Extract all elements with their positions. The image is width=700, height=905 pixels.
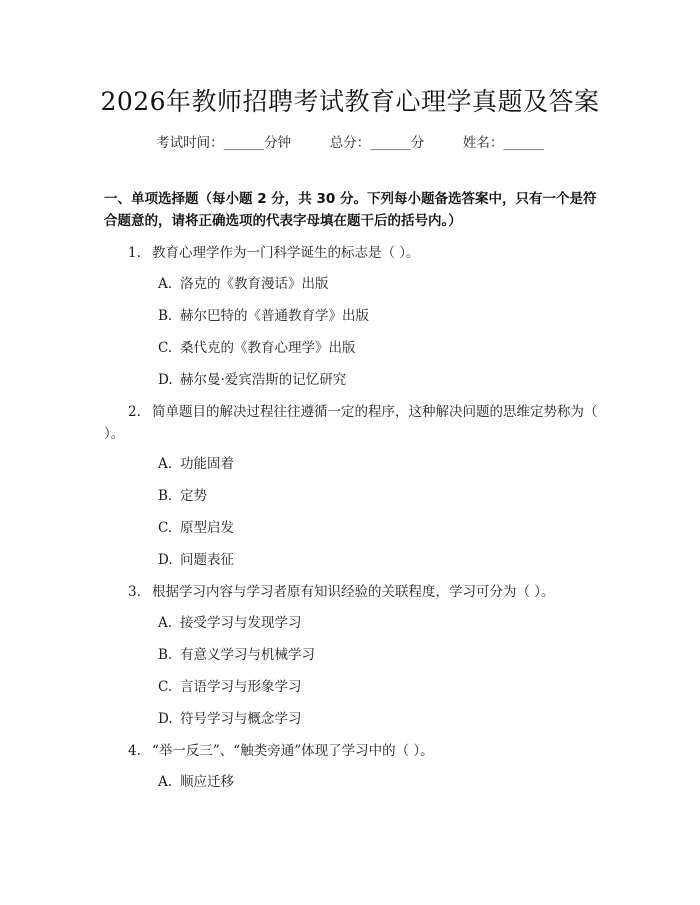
- option-letter: D.: [158, 372, 173, 388]
- question-1: [104, 242, 604, 264]
- option-text: 言语学习与形象学习: [180, 679, 302, 695]
- option-text: 符号学习与概念学习: [180, 711, 302, 727]
- option-letter: A.: [158, 774, 173, 790]
- option-text: 赫尔曼·爱宾浩斯的记忆研究: [180, 372, 347, 388]
- option-text: 问题表征: [180, 552, 234, 568]
- option-letter: A.: [158, 615, 173, 631]
- question-stem: 根据学习内容与学习者原有知识经验的关联程度，学习可分为（ ）。: [152, 584, 555, 600]
- option-item: [158, 613, 302, 633]
- question-number: 4.: [128, 743, 141, 759]
- option-item: [158, 306, 369, 326]
- option-letter: B.: [158, 488, 173, 504]
- question-number: 3.: [128, 584, 141, 600]
- option-text: 顺应迁移: [180, 774, 234, 790]
- option-letter: B.: [158, 647, 173, 663]
- option-text: 有意义学习与机械学习: [180, 647, 315, 663]
- option-item: [158, 677, 302, 697]
- option-letter: B.: [158, 308, 173, 324]
- question-2: [104, 401, 604, 445]
- question-number: 1.: [128, 245, 141, 261]
- option-item: [158, 645, 315, 665]
- option-letter: D.: [158, 552, 173, 568]
- option-letter: C.: [158, 340, 173, 356]
- field-blank: ______: [223, 135, 265, 151]
- question-number: 2.: [128, 404, 141, 420]
- section-heading: 一、单项选择题（每小题 2 分，共 30 分。下列每小题备选答案中，只有一个是符合题意的，请将正确选项的代表字母填在题干后的括号内。）: [104, 191, 597, 229]
- question-stem: “举一反三”、“触类旁通”体现了学习中的（ ）。: [152, 743, 434, 759]
- field-blank: ______: [370, 135, 411, 151]
- exam-title: 2026年教师招聘考试教育心理学真题及答案: [100, 87, 600, 116]
- name-field: [463, 135, 544, 151]
- question-stem: 简单题目的解决过程往往遵循一定的程序，这种解决问题的思维定势称为（ ）。: [104, 404, 598, 442]
- exam-info-line: [0, 131, 700, 151]
- field-suffix: 分钟: [264, 135, 292, 151]
- option-item: [158, 454, 234, 474]
- option-text: 桑代克的《教育心理学》出版: [180, 340, 356, 356]
- total-score-field: [330, 135, 429, 151]
- option-item: [158, 370, 346, 390]
- option-letter: C.: [158, 679, 173, 695]
- field-suffix: 分: [410, 135, 425, 151]
- option-letter: A.: [158, 276, 173, 292]
- exam-time-field: [156, 135, 295, 151]
- question-stem: 教育心理学作为一门科学诞生的标志是（ ）。: [152, 245, 420, 261]
- option-letter: D.: [158, 711, 173, 727]
- option-text: 定势: [180, 488, 207, 504]
- option-text: 洛克的《教育漫话》出版: [180, 276, 329, 292]
- option-item: [158, 550, 234, 570]
- field-label: 考试时间：: [156, 135, 224, 151]
- field-label: 总分：: [329, 135, 371, 151]
- option-item: [158, 274, 329, 294]
- field-blank: ______: [503, 135, 544, 151]
- option-text: 原型启发: [180, 520, 234, 536]
- option-item: [158, 772, 234, 792]
- option-letter: C.: [158, 520, 173, 536]
- option-item: [158, 486, 207, 506]
- option-letter: A.: [158, 456, 173, 472]
- option-text: 功能固着: [180, 456, 234, 472]
- question-4: [104, 740, 604, 762]
- field-label: 姓名：: [462, 135, 504, 151]
- question-3: [104, 581, 604, 603]
- option-item: [158, 709, 302, 729]
- option-text: 赫尔巴特的《普通教育学》出版: [180, 308, 369, 324]
- option-item: [158, 518, 234, 538]
- option-item: [158, 338, 356, 358]
- option-text: 接受学习与发现学习: [180, 615, 302, 631]
